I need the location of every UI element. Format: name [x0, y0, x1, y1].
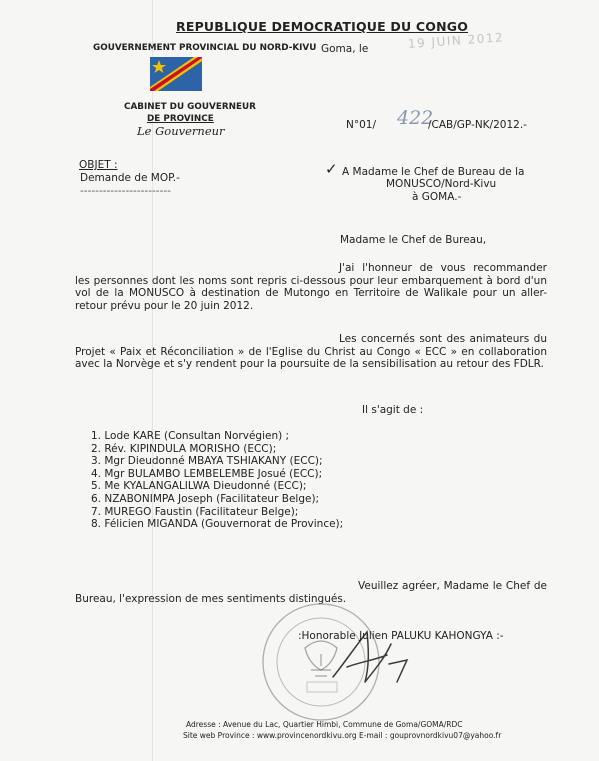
- reference-prefix: N°01/: [346, 119, 377, 131]
- list-item: 5. Me KYALANGALILWA Dieudonné (ECC);: [91, 480, 307, 493]
- signer-name: :Honorable Julien PALUKU KAHONGYA :-: [298, 630, 504, 642]
- cabinet-line-2: DE PROVINCE: [147, 114, 214, 124]
- people-list: [91, 430, 343, 531]
- objet-label: OBJET :: [79, 159, 118, 171]
- paragraph-1: J'ai l'honneur de vous recommander les personnes dont les noms sont repris ci-dessous pour leur embarquement à bord d'un vol de la MONUSCO à destination de Mutongo en Territoire de Walikale pour un aller-retour prévu pour le 20 juin 2012.: [75, 262, 547, 312]
- cabinet-line-1: CABINET DU GOUVERNEUR: [124, 102, 256, 112]
- letterhead-title: REPUBLIQUE DEMOCRATIQUE DU CONGO: [176, 19, 469, 34]
- closing-paragraph: Veuillez agréer, Madame le Chef de Bureau, l'expression de mes sentiments distingués.: [75, 580, 547, 605]
- office-title: Le Gouverneur: [137, 124, 225, 138]
- recipient-line-3: à GOMA.-: [412, 191, 462, 203]
- footer-address: Adresse : Avenue du Lac, Quartier Himbi, Commune de Goma/GOMA/RDC: [186, 720, 463, 729]
- list-item: 3. Mgr Dieudonné MBAYA TSHIAKANY (ECC);: [91, 455, 323, 468]
- paragraph-2: Les concernés sont des animateurs du Projet « Paix et Réconciliation » de l'Eglise du Christ au Congo « ECC » en collaboration avec la Norvège et s'y rendent pour la poursuite de la sensibilisation au retour des FDLR.: [75, 333, 547, 370]
- list-item: 7. MUREGO Faustin (Facilitateur Belge);: [91, 505, 299, 518]
- dateline-place: Goma, le: [321, 43, 369, 55]
- government-name: GOUVERNEMENT PROVINCIAL DU NORD-KIVU: [93, 43, 317, 53]
- list-item: 2. Rév. KIPINDULA MORISHO (ECC);: [91, 442, 277, 455]
- drc-flag-icon: [150, 57, 202, 91]
- list-item: 4. Mgr BULAMBO LEMBELEMBE Josué (ECC);: [91, 467, 323, 480]
- reference-number: 422: [397, 107, 434, 129]
- objet-rule: ------------------------: [80, 185, 171, 197]
- checkmark-icon: ✓: [325, 160, 338, 178]
- recipient-line-1: A Madame le Chef de Bureau de la: [342, 166, 525, 178]
- footer-web: Site web Province : www.provincenordkivu.org E-mail : gouprovnordkivu07@yahoo.fr: [183, 731, 502, 740]
- date-stamp: 19 JUIN 2012: [407, 30, 505, 51]
- list-intro: Il s'agit de :: [362, 404, 424, 416]
- reference-suffix: /CAB/GP-NK/2012.-: [428, 119, 527, 131]
- objet-text: Demande de MOP.-: [80, 172, 180, 184]
- list-item: 1. Lode KARE (Consultan Norvégien) ;: [91, 430, 290, 442]
- recipient-line-2: MONUSCO/Nord-Kivu: [386, 178, 497, 190]
- list-item: 8. Félicien MIGANDA (Gouvernorat de Province);: [91, 518, 344, 531]
- list-item: 6. NZABONIMPA Joseph (Facilitateur Belge);: [91, 492, 320, 505]
- salutation: Madame le Chef de Bureau,: [340, 234, 487, 246]
